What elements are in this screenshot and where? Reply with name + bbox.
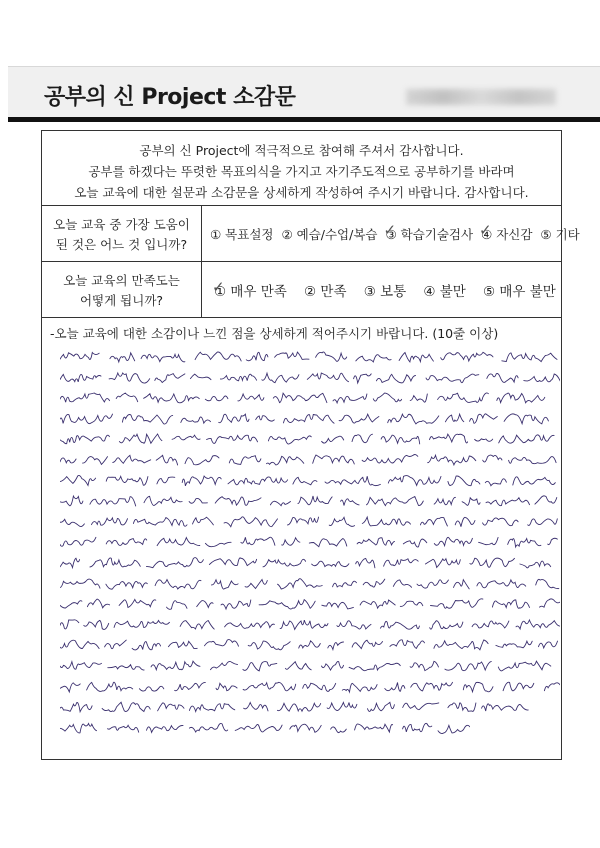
handwritten-word	[119, 434, 161, 443]
handwritten-word	[205, 396, 228, 401]
handwritten-word	[60, 579, 100, 588]
handwritten-word	[393, 579, 411, 586]
handwritten-word	[60, 374, 101, 382]
question-satisfaction-label	[42, 261, 202, 317]
handwritten-line	[60, 718, 470, 738]
option-confidence[interactable]: ④ 자신감 ✓	[481, 227, 532, 242]
handwritten-word	[243, 682, 296, 691]
handwritten-word	[388, 414, 439, 424]
handwritten-word	[425, 559, 460, 568]
handwritten-word	[472, 621, 509, 628]
handwritten-word	[322, 662, 344, 671]
handwritten-word	[147, 725, 184, 732]
survey-form	[41, 130, 580, 760]
handwritten-word	[106, 581, 147, 589]
handwritten-word	[327, 703, 357, 711]
handwritten-word	[354, 373, 372, 382]
handwritten-line	[60, 491, 560, 511]
handwritten-word	[380, 621, 419, 629]
handwritten-word	[60, 723, 97, 732]
handwritten-word	[303, 683, 336, 691]
handwritten-word	[158, 703, 184, 711]
handwritten-word	[524, 374, 560, 383]
question-helpful	[42, 205, 580, 262]
handwritten-word	[243, 662, 277, 671]
handwritten-word	[209, 558, 256, 566]
handwritten-word	[108, 725, 139, 732]
handwritten-word	[502, 353, 557, 362]
handwritten-word	[219, 414, 249, 423]
handwritten-word	[245, 579, 267, 588]
handwritten-word	[475, 439, 493, 442]
handwritten-word	[284, 414, 335, 423]
handwritten-word	[400, 601, 423, 606]
handwritten-word	[195, 352, 241, 361]
handwritten-word	[109, 373, 150, 383]
handwritten-line	[60, 615, 560, 635]
handwritten-word	[132, 642, 161, 650]
handwritten-word	[172, 436, 200, 441]
handwritten-word	[175, 682, 206, 690]
handwritten-word	[156, 455, 177, 465]
handwritten-word	[185, 456, 219, 465]
handwritten-word	[356, 558, 375, 567]
handwritten-word	[225, 622, 275, 629]
handwritten-word	[328, 642, 344, 650]
handwritten-word	[90, 558, 140, 567]
handwritten-word	[211, 579, 238, 588]
handwritten-word	[215, 497, 261, 506]
handwritten-word	[381, 436, 420, 445]
option-study[interactable]: ② 예습/수업/복습	[281, 227, 378, 242]
handwritten-line	[60, 388, 560, 408]
handwritten-word	[90, 497, 136, 506]
helpful-options	[210, 225, 580, 243]
header-band	[8, 66, 600, 119]
handwritten-word	[373, 393, 401, 402]
handwritten-word	[298, 496, 332, 505]
handwritten-word	[210, 661, 237, 669]
handwritten-word	[290, 724, 321, 732]
handwritten-word	[155, 373, 185, 382]
handwritten-word	[520, 561, 551, 568]
handwritten-word	[438, 393, 489, 402]
satisfaction-options	[214, 280, 556, 300]
handwritten-word	[110, 353, 135, 362]
handwritten-word	[105, 640, 127, 649]
handwritten-word	[357, 538, 394, 545]
handwritten-word	[385, 682, 405, 691]
handwritten-line	[60, 697, 530, 717]
handwritten-word	[333, 394, 367, 403]
handwritten-word	[470, 558, 515, 567]
handwritten-word	[151, 661, 200, 670]
handwritten-word	[430, 434, 468, 443]
handwritten-word	[312, 561, 349, 566]
handwritten-word	[189, 723, 227, 732]
handwritten-word	[168, 642, 197, 649]
handwritten-word	[540, 599, 561, 607]
handwritten-word	[445, 414, 463, 422]
handwritten-word	[108, 665, 144, 670]
handwritten-line	[60, 429, 560, 449]
handwritten-word	[313, 455, 355, 464]
handwritten-word	[193, 517, 214, 525]
question-helpful-label	[42, 205, 202, 261]
handwritten-line	[60, 677, 560, 697]
handwritten-word	[60, 353, 99, 360]
handwritten-word	[329, 517, 354, 526]
handwritten-word	[259, 600, 315, 609]
handwritten-word	[362, 454, 418, 463]
handwritten-line	[60, 512, 560, 532]
option-very-satisfied[interactable]: ① 매우 만족 ✓	[214, 284, 287, 300]
handwritten-word	[535, 496, 557, 504]
question-helpful-label-line2: 된 것은 어느 것 입니까?	[55, 237, 188, 252]
handwritten-word	[367, 497, 424, 506]
handwritten-word	[229, 456, 261, 465]
handwritten-word	[492, 600, 529, 608]
intro-line-3: 오늘 교육에 대한 설문과 소감문을 상세하게 작성하여 주시기 바랍니다. 감사합니다.	[74, 185, 529, 200]
handwritten-word	[352, 641, 382, 649]
handwritten-word	[470, 414, 498, 423]
handwritten-line	[60, 532, 560, 552]
handwritten-word	[455, 517, 475, 526]
handwritten-word	[483, 518, 518, 526]
handwritten-word	[376, 374, 415, 383]
handwritten-word	[403, 539, 427, 547]
handwritten-word	[504, 414, 548, 424]
handwritten-word	[277, 703, 320, 711]
handwritten-word	[411, 682, 453, 691]
handwritten-word	[441, 352, 493, 361]
handwritten-word	[141, 354, 185, 362]
handwritten-word	[83, 457, 108, 465]
handwritten-word	[498, 661, 551, 671]
handwritten-word	[256, 415, 275, 420]
handwritten-word	[181, 417, 211, 423]
handwritten-word	[267, 456, 304, 465]
handwritten-word	[157, 538, 200, 546]
handwritten-word	[119, 600, 156, 608]
handwritten-word	[205, 640, 239, 647]
handwritten-word	[144, 496, 182, 505]
handwritten-word	[60, 641, 99, 649]
handwritten-word	[60, 458, 76, 463]
handwritten-word	[368, 702, 395, 711]
handwritten-word	[349, 663, 400, 670]
handwritten-word	[420, 517, 447, 526]
handwritten-word	[278, 578, 323, 588]
essay-prompt: -오늘 교육에 대한 소감이나 느낀 점을 상세하게 적어주시기 바랍니다. (10줄 이상)	[50, 326, 499, 341]
handwritten-word	[430, 620, 463, 628]
handwritten-word	[539, 641, 558, 648]
handwritten-line	[60, 368, 560, 388]
handwritten-word	[410, 394, 427, 402]
handwritten-line	[60, 471, 560, 491]
handwritten-word	[448, 476, 480, 486]
handwritten-word	[463, 682, 493, 691]
handwritten-word	[309, 539, 347, 547]
intro-text	[42, 131, 561, 206]
handwritten-word	[431, 599, 483, 608]
handwritten-word	[144, 394, 200, 403]
handwritten-word	[216, 683, 237, 690]
handwritten-word	[87, 682, 133, 691]
handwritten-word	[285, 662, 311, 670]
handwritten-word	[60, 620, 79, 629]
handwritten-word	[403, 703, 439, 710]
handwritten-word	[60, 414, 113, 424]
handwritten-word	[197, 601, 213, 608]
handwritten-word	[322, 437, 344, 444]
handwritten-word	[207, 436, 258, 444]
handwritten-word	[486, 498, 530, 506]
handwritten-word	[445, 661, 491, 670]
handwritten-word	[106, 476, 148, 485]
handwritten-word	[508, 539, 541, 547]
handwritten-word	[220, 374, 256, 381]
question-satisfaction-label-line2: 어떻게 됩니까?	[79, 293, 164, 308]
option-neutral[interactable]: ③ 보통	[363, 284, 407, 300]
handwritten-word	[434, 538, 472, 546]
handwritten-word	[325, 476, 380, 485]
handwritten-word	[479, 538, 499, 545]
handwritten-word	[355, 724, 393, 732]
intro-line-1: 공부의 신 Project에 적극적으로 참여해 주셔서 감사합니다.	[139, 143, 464, 158]
handwritten-word	[224, 517, 277, 527]
handwritten-word	[428, 455, 476, 465]
handwritten-word	[113, 455, 151, 463]
handwritten-word	[60, 496, 83, 506]
handwritten-word	[241, 538, 275, 546]
handwritten-word	[238, 394, 264, 401]
handwritten-word	[509, 457, 556, 464]
handwritten-word	[189, 704, 234, 712]
handwritten-word	[410, 661, 438, 670]
handwritten-word	[182, 476, 221, 486]
handwritten-word	[262, 373, 299, 383]
handwritten-word	[513, 476, 556, 484]
handwritten-word	[448, 703, 476, 712]
handwritten-word	[516, 620, 560, 629]
handwritten-word	[497, 393, 545, 403]
handwritten-line	[60, 409, 560, 429]
redacted-name	[406, 89, 556, 105]
handwritten-word	[106, 539, 147, 546]
handwritten-word	[246, 352, 268, 360]
handwritten-word	[180, 620, 214, 629]
handwritten-word	[102, 702, 150, 711]
handwritten-word	[248, 641, 290, 650]
header-divider	[8, 117, 600, 122]
handwritten-word	[60, 662, 102, 670]
handwritten-line	[60, 574, 560, 594]
handwritten-word	[87, 599, 109, 608]
handwritten-word	[341, 499, 360, 506]
handwritten-word	[438, 725, 470, 733]
handwritten-word	[155, 579, 201, 588]
handwritten-word	[454, 579, 470, 588]
handwritten-word	[333, 581, 357, 587]
handwritten-word	[146, 558, 203, 568]
handwritten-word	[244, 703, 268, 711]
handwritten-word	[228, 477, 288, 485]
handwritten-word	[139, 686, 163, 691]
handwritten-word	[487, 373, 518, 382]
handwritten-word	[60, 682, 80, 691]
handwritten-word	[263, 559, 306, 567]
handwritten-word	[499, 435, 554, 443]
handwritten-line	[60, 553, 560, 573]
handwritten-word	[417, 579, 448, 587]
handwritten-word	[356, 355, 391, 362]
handwritten-word	[167, 601, 188, 610]
question-satisfaction	[42, 261, 561, 318]
handwritten-word	[84, 620, 109, 629]
handwritten-word	[316, 352, 347, 361]
handwritten-word	[331, 727, 347, 733]
handwritten-word	[528, 519, 558, 526]
option-satisfied[interactable]: ② 만족	[304, 284, 347, 300]
handwritten-word	[92, 518, 128, 525]
handwritten-word	[221, 600, 251, 609]
handwritten-word	[275, 352, 309, 359]
option-very-dissatisfied[interactable]: ⑤ 매우 불만	[483, 284, 556, 300]
handwritten-line	[60, 450, 560, 470]
handwritten-word	[390, 640, 425, 649]
handwritten-word	[399, 353, 433, 362]
handwritten-word	[189, 499, 207, 504]
handwritten-word	[60, 601, 82, 608]
handwritten-word	[482, 704, 529, 711]
handwritten-word	[116, 393, 138, 402]
handwritten-word	[548, 539, 558, 545]
option-goal[interactable]: ① 목표설정	[210, 227, 274, 242]
handwritten-word	[268, 436, 311, 444]
handwritten-word	[426, 374, 479, 383]
handwritten-word	[483, 455, 502, 462]
handwritten-word	[205, 543, 231, 547]
option-dissatisfied[interactable]: ④ 불만	[423, 284, 466, 300]
handwritten-word	[157, 477, 175, 484]
handwritten-word	[477, 579, 526, 587]
handwritten-word	[114, 620, 169, 627]
handwritten-word	[60, 538, 96, 547]
handwritten-word	[60, 393, 110, 402]
option-other[interactable]: ⑤ 기타	[540, 227, 580, 242]
handwritten-word	[235, 724, 282, 732]
option-skills-test[interactable]: ③ 학습기술검사 ✓	[385, 227, 473, 242]
handwritten-word	[60, 558, 80, 567]
handwritten-word	[282, 538, 300, 545]
handwritten-word	[60, 519, 84, 526]
question-helpful-label-line1: 오늘 교육 중 가장 도움이	[53, 217, 190, 232]
handwritten-word	[60, 703, 92, 712]
handwritten-word	[403, 723, 432, 732]
handwritten-word	[190, 374, 211, 380]
handwritten-word	[363, 579, 385, 587]
handwritten-line	[60, 347, 560, 367]
handwritten-word	[360, 600, 395, 608]
handwritten-word	[60, 475, 96, 485]
handwritten-word	[293, 477, 317, 485]
handwritten-word	[287, 517, 318, 525]
handwritten-line	[60, 656, 560, 676]
handwritten-word	[503, 682, 534, 691]
handwritten-word	[337, 621, 371, 629]
handwritten-word	[307, 373, 348, 382]
handwritten-word	[462, 498, 480, 506]
handwritten-word	[270, 501, 290, 506]
handwritten-word	[485, 478, 506, 485]
handwritten-word	[280, 620, 328, 629]
page-title: 공부의 신 Project 소감문	[44, 85, 296, 110]
handwritten-word	[544, 682, 560, 690]
handwritten-word	[496, 642, 532, 649]
handwritten-word	[536, 579, 559, 588]
handwritten-word	[342, 683, 377, 692]
handwritten-word	[362, 517, 410, 526]
handwritten-line	[60, 635, 560, 655]
handwritten-word	[352, 435, 373, 443]
intro-line-2: 공부를 하겠다는 뚜렷한 목표의식을 가지고 자기주도적으로 공부하기를 바라며	[88, 164, 515, 179]
handwritten-word	[299, 641, 321, 648]
handwritten-word	[388, 475, 441, 485]
handwritten-word	[322, 603, 354, 610]
handwritten-word	[122, 414, 172, 424]
handwritten-word	[434, 640, 488, 650]
question-satisfaction-label-line1: 오늘 교육의 만족도는	[63, 273, 180, 288]
handwritten-word	[384, 559, 419, 566]
handwritten-line	[60, 594, 560, 614]
handwritten-word	[339, 414, 379, 423]
handwritten-word	[434, 498, 455, 505]
handwritten-word	[60, 436, 109, 445]
handwritten-word	[273, 393, 327, 403]
handwritten-word	[133, 517, 187, 526]
